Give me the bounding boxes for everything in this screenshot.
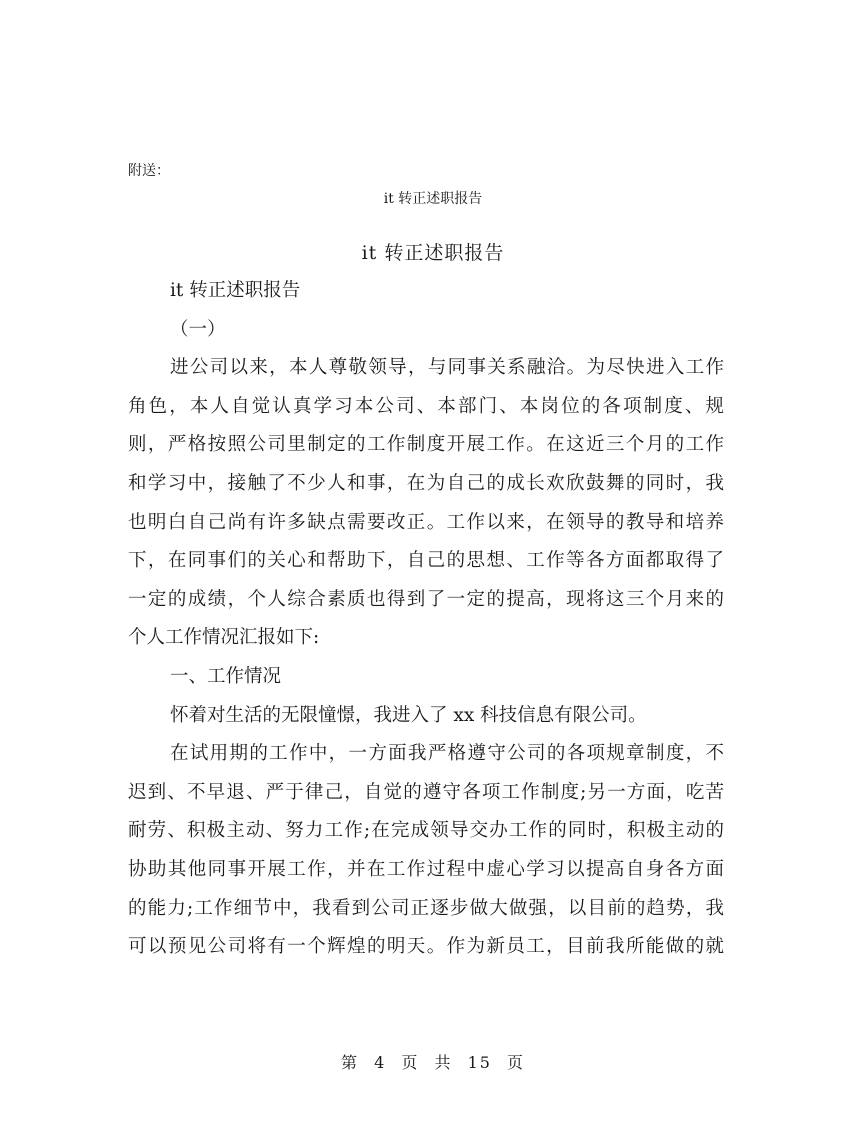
paragraph-line: 在试用期的工作中，一方面我严格遵守公司的各项规章制度，不 <box>170 743 724 765</box>
paragraph-line: 可以预见公司将有一个辉煌的明天。作为新员工，目前我所能做的就 <box>128 936 724 958</box>
paragraph-line: 协助其他同事开展工作，并在工作过程中虚心学习以提高自身各方面 <box>128 858 724 880</box>
paragraph-line: 迟到、不早退、严于律己，自觉的遵守各项工作制度;另一方面，吃苦 <box>128 781 724 803</box>
current-page-number: 4 <box>374 1053 387 1072</box>
paragraph-line: 下，在同事们的关心和帮助下，自己的思想、工作等各方面都取得了 <box>128 550 724 572</box>
document-title: it 转正述职报告 <box>361 242 505 264</box>
paragraph-line: 也明白自己尚有许多缺点需要改正。工作以来，在领导的教导和培养 <box>128 511 724 533</box>
page-footer <box>0 1050 866 1073</box>
section-title-line: it 转正述职报告 <box>170 280 301 301</box>
footer-suffix: 页 <box>507 1053 526 1072</box>
paragraph-line: 一定的成绩，个人综合素质也得到了一定的提高，现将这三个月来的 <box>128 588 724 610</box>
body-text <box>128 272 724 967</box>
paragraph-line: 则，严格按照公司里制定的工作制度开展工作。在这近三个月的工作 <box>128 434 724 456</box>
total-pages-number: 15 <box>467 1053 492 1072</box>
paragraph-line: 怀着对生活的无限憧憬，我进入了 xx 科技信息有限公司。 <box>170 704 647 726</box>
attachment-label: 附送： <box>128 163 170 179</box>
footer-total-word: 共 <box>434 1053 453 1072</box>
paragraph-line: 个人工作情况汇报如下: <box>128 627 320 649</box>
paragraph-line: 耐劳、积极主动、努力工作;在完成领导交办工作的同时，积极主动的 <box>128 820 724 842</box>
paragraph-line: 角色，本人自觉认真学习本公司、本部门、本岗位的各项制度、规 <box>128 395 724 417</box>
subheading-title: it 转正述职报告 <box>383 191 483 207</box>
paragraph-line: 进公司以来，本人尊敬领导，与同事关系融洽。为尽快进入工作 <box>170 357 724 379</box>
paragraph-line: 的能力;工作细节中，我看到公司正逐步做大做强，以目前的趋势，我 <box>128 897 724 919</box>
footer-page-word: 页 <box>401 1053 420 1072</box>
section-number-line: （一） <box>170 318 226 340</box>
footer-prefix: 第 <box>340 1053 359 1072</box>
paragraph-line: 和学习中，接触了不少人和事，在为自己的成长欢欣鼓舞的同时，我 <box>128 472 724 494</box>
section-heading-line: 一、工作情况 <box>170 665 282 687</box>
